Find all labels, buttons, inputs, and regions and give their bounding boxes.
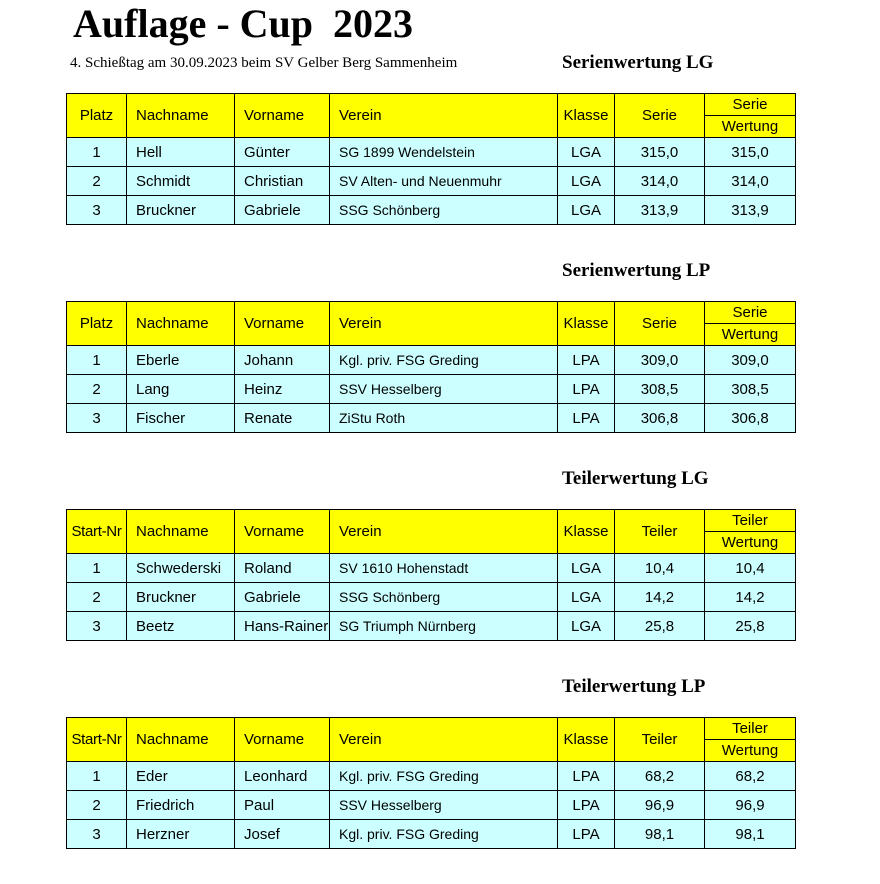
rating-cell: 308,5: [705, 375, 796, 404]
column-header-class: Klasse: [558, 510, 615, 554]
table-row: [67, 762, 796, 791]
column-header-club: Verein: [330, 510, 558, 554]
column-header-rating-bottom: Wertung: [705, 532, 796, 554]
firstname-cell: Gabriele: [235, 583, 330, 612]
start-nr-cell: 1: [67, 762, 127, 791]
score-cell: 315,0: [615, 138, 705, 167]
lastname-cell: Herzner: [127, 820, 235, 849]
column-header-score: Serie: [615, 302, 705, 346]
column-header-class: Klasse: [558, 718, 615, 762]
score-cell: 313,9: [615, 196, 705, 225]
club-cell: Kgl. priv. FSG Greding: [330, 346, 558, 375]
column-header-firstname: Vorname: [235, 510, 330, 554]
column-header-club: Verein: [330, 94, 558, 138]
score-cell: 314,0: [615, 167, 705, 196]
score-cell: 306,8: [615, 404, 705, 433]
firstname-cell: Christian: [235, 167, 330, 196]
rating-cell: 309,0: [705, 346, 796, 375]
column-header-score: Teiler: [615, 718, 705, 762]
lastname-cell: Bruckner: [127, 196, 235, 225]
column-header-start-nr: Start-Nr: [67, 510, 127, 554]
lastname-cell: Fischer: [127, 404, 235, 433]
table-row: [67, 196, 796, 225]
lastname-cell: Schwederski: [127, 554, 235, 583]
score-cell: 68,2: [615, 762, 705, 791]
firstname-cell: Heinz: [235, 375, 330, 404]
column-header-firstname: Vorname: [235, 302, 330, 346]
column-header-rating-top: Teiler: [705, 510, 796, 532]
rating-cell: 10,4: [705, 554, 796, 583]
table-row: [67, 583, 796, 612]
firstname-cell: Hans-Rainer: [235, 612, 330, 641]
firstname-cell: Renate: [235, 404, 330, 433]
start-nr-cell: 2: [67, 583, 127, 612]
column-header-firstname: Vorname: [235, 94, 330, 138]
score-cell: 98,1: [615, 820, 705, 849]
column-header-lastname: Nachname: [127, 302, 235, 346]
column-header-score: Serie: [615, 94, 705, 138]
club-cell: SV 1610 Hohenstadt: [330, 554, 558, 583]
table-row: [67, 375, 796, 404]
rating-cell: 98,1: [705, 820, 796, 849]
column-header-rating-bottom: Wertung: [705, 324, 796, 346]
club-cell: SG 1899 Wendelstein: [330, 138, 558, 167]
rating-cell: 313,9: [705, 196, 796, 225]
rating-cell: 14,2: [705, 583, 796, 612]
start-nr-cell: 2: [67, 791, 127, 820]
firstname-cell: Josef: [235, 820, 330, 849]
column-header-rating-top: Serie: [705, 94, 796, 116]
lastname-cell: Schmidt: [127, 167, 235, 196]
rating-cell: 96,9: [705, 791, 796, 820]
rank-cell: 2: [67, 375, 127, 404]
firstname-cell: Johann: [235, 346, 330, 375]
rating-cell: 306,8: [705, 404, 796, 433]
column-header-score: Teiler: [615, 510, 705, 554]
class-cell: LGA: [558, 196, 615, 225]
column-header-rating-top: Teiler: [705, 718, 796, 740]
rating-cell: 25,8: [705, 612, 796, 641]
score-cell: 96,9: [615, 791, 705, 820]
column-header-rank: Platz: [67, 94, 127, 138]
class-cell: LGA: [558, 138, 615, 167]
rank-cell: 3: [67, 404, 127, 433]
rank-cell: 1: [67, 138, 127, 167]
results-table-teilerwertung-lp: [66, 717, 796, 849]
lastname-cell: Eberle: [127, 346, 235, 375]
event-subtitle: 4. Schießtag am 30.09.2023 beim SV Gelber Berg Sammenheim: [70, 55, 458, 71]
column-header-club: Verein: [330, 718, 558, 762]
class-cell: LGA: [558, 167, 615, 196]
page-title: Auflage - Cup 2023: [73, 1, 414, 46]
section-title-teilerwertung-lp: Teilerwertung LP: [562, 676, 706, 697]
column-header-class: Klasse: [558, 302, 615, 346]
club-cell: SSG Schönberg: [330, 196, 558, 225]
section-title-teilerwertung-lg: Teilerwertung LG: [562, 468, 709, 489]
club-cell: Kgl. priv. FSG Greding: [330, 762, 558, 791]
class-cell: LGA: [558, 554, 615, 583]
score-cell: 308,5: [615, 375, 705, 404]
firstname-cell: Roland: [235, 554, 330, 583]
column-header-lastname: Nachname: [127, 94, 235, 138]
table-row: [67, 404, 796, 433]
firstname-cell: Günter: [235, 138, 330, 167]
results-table-teilerwertung-lg: [66, 509, 796, 641]
club-cell: SG Triumph Nürnberg: [330, 612, 558, 641]
club-cell: ZiStu Roth: [330, 404, 558, 433]
column-header-lastname: Nachname: [127, 718, 235, 762]
lastname-cell: Lang: [127, 375, 235, 404]
class-cell: LPA: [558, 346, 615, 375]
section-title-serienwertung-lg: Serienwertung LG: [562, 52, 714, 73]
column-header-club: Verein: [330, 302, 558, 346]
column-header-lastname: Nachname: [127, 510, 235, 554]
score-cell: 10,4: [615, 554, 705, 583]
club-cell: Kgl. priv. FSG Greding: [330, 820, 558, 849]
column-header-rating-bottom: Wertung: [705, 740, 796, 762]
table-row: [67, 138, 796, 167]
column-header-class: Klasse: [558, 94, 615, 138]
class-cell: LGA: [558, 612, 615, 641]
club-cell: SV Alten- und Neuenmuhr: [330, 167, 558, 196]
firstname-cell: Leonhard: [235, 762, 330, 791]
rank-cell: 2: [67, 167, 127, 196]
club-cell: SSG Schönberg: [330, 583, 558, 612]
rank-cell: 3: [67, 196, 127, 225]
score-cell: 14,2: [615, 583, 705, 612]
results-table-serienwertung-lg: [66, 93, 796, 225]
lastname-cell: Beetz: [127, 612, 235, 641]
table-row: [67, 167, 796, 196]
start-nr-cell: 1: [67, 554, 127, 583]
lastname-cell: Friedrich: [127, 791, 235, 820]
firstname-cell: Gabriele: [235, 196, 330, 225]
club-cell: SSV Hesselberg: [330, 375, 558, 404]
lastname-cell: Eder: [127, 762, 235, 791]
rating-cell: 68,2: [705, 762, 796, 791]
class-cell: LPA: [558, 791, 615, 820]
results-table-serienwertung-lp: [66, 301, 796, 433]
start-nr-cell: 3: [67, 820, 127, 849]
lastname-cell: Hell: [127, 138, 235, 167]
score-cell: 25,8: [615, 612, 705, 641]
firstname-cell: Paul: [235, 791, 330, 820]
rank-cell: 1: [67, 346, 127, 375]
class-cell: LPA: [558, 375, 615, 404]
rating-cell: 314,0: [705, 167, 796, 196]
class-cell: LPA: [558, 762, 615, 791]
table-row: [67, 554, 796, 583]
class-cell: LPA: [558, 404, 615, 433]
section-title-serienwertung-lp: Serienwertung LP: [562, 260, 711, 281]
table-row: [67, 791, 796, 820]
table-row: [67, 346, 796, 375]
column-header-rank: Platz: [67, 302, 127, 346]
lastname-cell: Bruckner: [127, 583, 235, 612]
column-header-firstname: Vorname: [235, 718, 330, 762]
column-header-rating-bottom: Wertung: [705, 116, 796, 138]
column-header-start-nr: Start-Nr: [67, 718, 127, 762]
rating-cell: 315,0: [705, 138, 796, 167]
class-cell: LGA: [558, 583, 615, 612]
table-row: [67, 820, 796, 849]
table-row: [67, 612, 796, 641]
column-header-rating-top: Serie: [705, 302, 796, 324]
class-cell: LPA: [558, 820, 615, 849]
club-cell: SSV Hesselberg: [330, 791, 558, 820]
score-cell: 309,0: [615, 346, 705, 375]
start-nr-cell: 3: [67, 612, 127, 641]
